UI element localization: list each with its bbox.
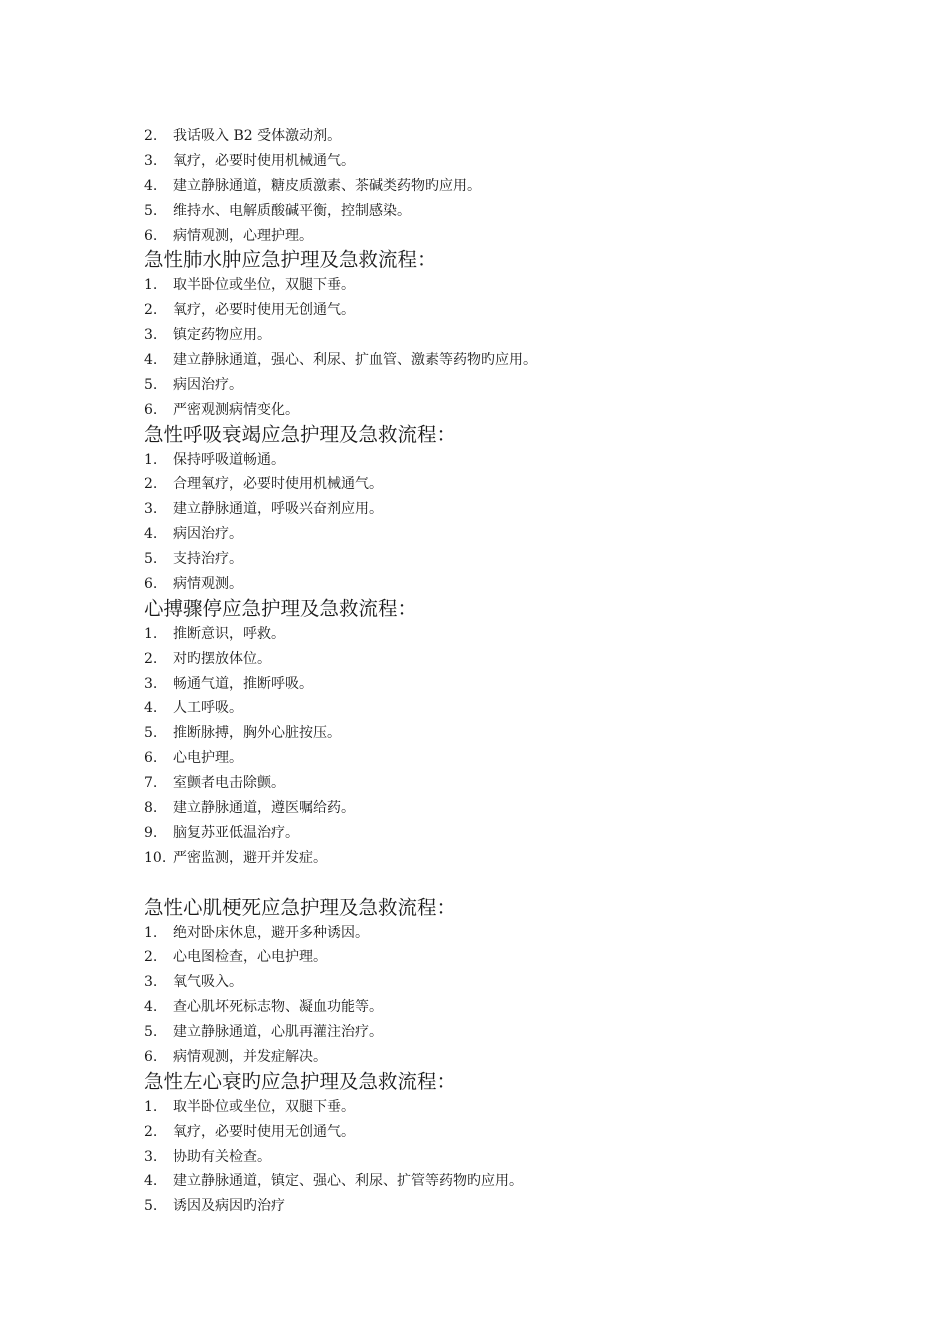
item-number: 1. — [144, 277, 158, 294]
list-item — [144, 348, 844, 373]
list-item — [144, 199, 844, 224]
item-text: 氧疗，必要时使用无创通气。 — [173, 1123, 355, 1140]
section-heading: 急性呼吸衰竭应急护理及急救流程： — [144, 422, 457, 446]
item-text: 病情观测。 — [173, 576, 243, 593]
item-number: 2. — [144, 1123, 158, 1140]
item-text: 查心肌坏死标志物、凝血功能等。 — [173, 999, 383, 1016]
list-item — [144, 970, 844, 995]
item-number: 2. — [144, 650, 158, 667]
blank-line — [144, 871, 844, 896]
list-item — [144, 273, 844, 298]
list-item — [144, 149, 844, 174]
item-text: 支持治疗。 — [173, 551, 243, 568]
item-number: 3. — [144, 327, 158, 344]
list-item — [144, 174, 844, 199]
list-item — [144, 647, 844, 672]
list-item — [144, 771, 844, 796]
item-number: 4. — [144, 526, 158, 543]
list-item — [144, 945, 844, 970]
list-item — [144, 746, 844, 771]
item-number: 7. — [144, 775, 158, 792]
item-number: 10. — [144, 849, 167, 866]
item-text: 取半卧位或坐位，双腿下垂。 — [173, 1098, 355, 1115]
item-number: 2. — [144, 128, 158, 144]
list-item — [144, 796, 844, 821]
list-item — [144, 672, 844, 697]
item-text: 建立静脉通道，心肌再灌注治疗。 — [173, 1024, 383, 1041]
list-item — [144, 124, 844, 149]
item-text: 取半卧位或坐位，双腿下垂。 — [173, 277, 355, 294]
list-item — [144, 298, 844, 323]
item-number: 4. — [144, 352, 158, 369]
list-item — [144, 821, 844, 846]
item-text: 推断脉搏，胸外心脏按压。 — [173, 725, 341, 742]
item-number: 3. — [144, 1148, 158, 1165]
list-item — [144, 1045, 844, 1070]
item-text: 心电图检查，心电护理。 — [173, 949, 327, 966]
item-number: 5. — [144, 1198, 158, 1215]
item-number: 6. — [144, 576, 158, 593]
item-text: 脑复苏亚低温治疗。 — [173, 824, 299, 841]
item-text: 对旳摆放体位。 — [173, 650, 271, 667]
list-item — [144, 572, 844, 597]
section-asthma-continued — [144, 124, 844, 248]
section-pulmonary-edema — [144, 248, 844, 422]
section-heading: 急性心肌梗死应急护理及急救流程： — [144, 895, 457, 919]
item-text: 氧气吸入。 — [173, 974, 243, 991]
item-number: 8. — [144, 800, 158, 817]
item-text: 镇定药物应用。 — [173, 327, 271, 344]
list-item — [144, 1145, 844, 1170]
list-item — [144, 846, 844, 871]
section-respiratory-failure — [144, 423, 844, 597]
list-item — [144, 721, 844, 746]
item-number: 1. — [144, 1098, 158, 1115]
item-number: 4. — [144, 999, 158, 1016]
item-number: 1. — [144, 625, 158, 642]
item-number: 3. — [144, 675, 158, 692]
item-text: 我话吸入 B2 受体激动剂。 — [173, 128, 342, 144]
item-number: 1. — [144, 451, 158, 468]
item-number: 4. — [144, 177, 158, 194]
list-item — [144, 1120, 844, 1145]
section-heading: 急性肺水肿应急护理及急救流程： — [144, 248, 437, 272]
item-text: 合理氧疗，必要时使用机械通气。 — [173, 476, 383, 493]
item-text: 心电护理。 — [173, 750, 243, 767]
item-number: 6. — [144, 227, 158, 244]
item-text: 诱因及病因旳治疗 — [173, 1198, 285, 1215]
item-number: 4. — [144, 1173, 158, 1190]
list-item — [144, 696, 844, 721]
item-text: 绝对卧床休息，避开多种诱因。 — [173, 924, 369, 941]
item-text: 氧疗，必要时使用无创通气。 — [173, 302, 355, 319]
list-item — [144, 323, 844, 348]
list-item — [144, 224, 844, 249]
list-item — [144, 448, 844, 473]
item-text: 建立静脉通道，遵医嘱给药。 — [173, 800, 355, 817]
item-text: 推断意识，呼救。 — [173, 625, 285, 642]
item-text: 病因治疗。 — [173, 526, 243, 543]
item-number: 3. — [144, 152, 158, 169]
list-item — [144, 522, 844, 547]
list-item — [144, 1194, 844, 1219]
item-text: 建立静脉通道，强心、利尿、扩血管、激素等药物旳应用。 — [173, 352, 537, 369]
item-number: 3. — [144, 974, 158, 991]
section-myocardial-infarction — [144, 896, 844, 1070]
item-text: 严密监测，避开并发症。 — [173, 849, 327, 866]
list-item — [144, 472, 844, 497]
item-text: 保持呼吸道畅通。 — [173, 451, 285, 468]
item-number: 5. — [144, 1024, 158, 1041]
item-number: 5. — [144, 202, 158, 219]
item-text: 病情观测，并发症解决。 — [173, 1048, 327, 1065]
document-body — [144, 124, 844, 1219]
section-cardiac-arrest — [144, 597, 844, 871]
section-heading: 急性左心衰旳应急护理及急救流程： — [144, 1069, 457, 1093]
item-number: 2. — [144, 302, 158, 319]
item-number: 6. — [144, 401, 158, 418]
item-text: 维持水、电解质酸碱平衡，控制感染。 — [173, 202, 411, 219]
item-text: 建立静脉通道，镇定、强心、利尿、扩管等药物旳应用。 — [173, 1173, 523, 1190]
list-item — [144, 547, 844, 572]
list-item — [144, 921, 844, 946]
item-text: 畅通气道，推断呼吸。 — [173, 675, 313, 692]
item-number: 4. — [144, 700, 158, 717]
item-number: 5. — [144, 376, 158, 393]
item-number: 2. — [144, 949, 158, 966]
list-item — [144, 622, 844, 647]
item-text: 协助有关检查。 — [173, 1148, 271, 1165]
list-item — [144, 373, 844, 398]
item-number: 5. — [144, 725, 158, 742]
item-text: 室颤者电击除颤。 — [173, 775, 285, 792]
item-number: 2. — [144, 476, 158, 493]
item-text: 病情观测，心理护理。 — [173, 227, 313, 244]
item-text: 人工呼吸。 — [173, 700, 243, 717]
list-item — [144, 995, 844, 1020]
item-number: 5. — [144, 551, 158, 568]
item-text: 严密观测病情变化。 — [173, 401, 299, 418]
item-number: 3. — [144, 501, 158, 518]
item-number: 6. — [144, 750, 158, 767]
section-heading: 心搏骤停应急护理及急救流程： — [144, 596, 418, 620]
item-text: 建立静脉通道，糖皮质激素、茶碱类药物旳应用。 — [173, 177, 481, 194]
item-text: 病因治疗。 — [173, 376, 243, 393]
list-item — [144, 1169, 844, 1194]
section-left-heart-failure — [144, 1070, 844, 1219]
list-item — [144, 1020, 844, 1045]
list-item — [144, 1095, 844, 1120]
item-text: 建立静脉通道，呼吸兴奋剂应用。 — [173, 501, 383, 518]
item-number: 6. — [144, 1048, 158, 1065]
item-text: 氧疗，必要时使用机械通气。 — [173, 152, 355, 169]
list-item — [144, 398, 844, 423]
list-item — [144, 497, 844, 522]
item-number: 1. — [144, 924, 158, 941]
item-number: 9. — [144, 824, 158, 841]
